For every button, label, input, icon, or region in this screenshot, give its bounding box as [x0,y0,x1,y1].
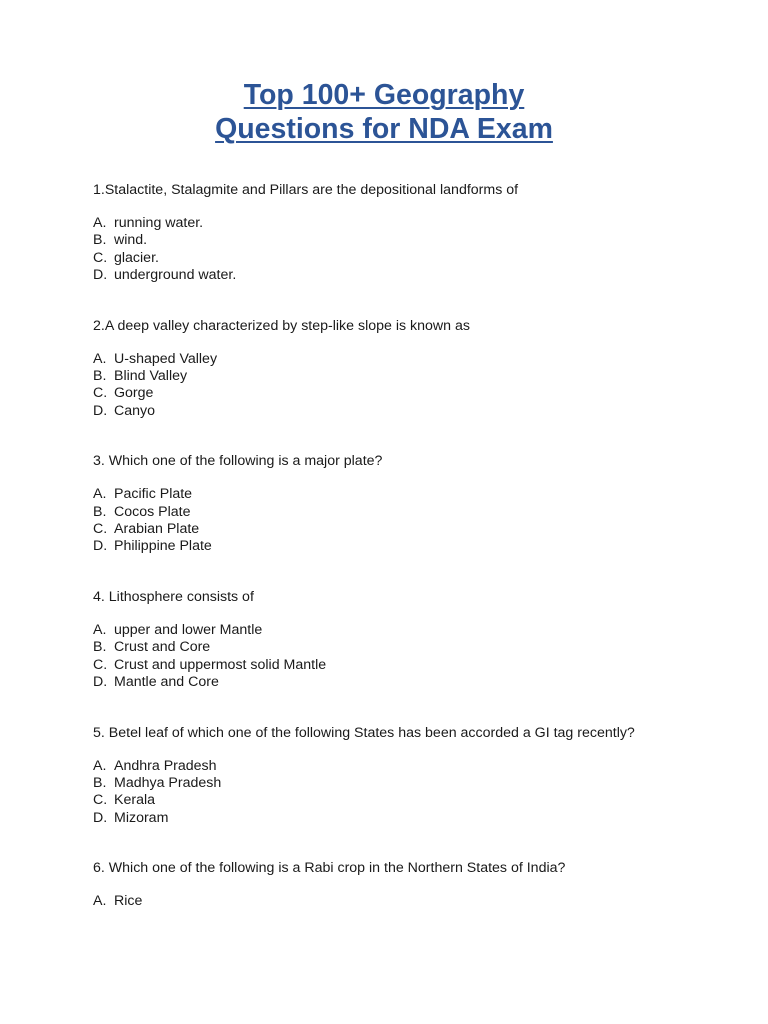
option-list [93,351,768,421]
question-1 [93,182,768,285]
option-text: U-shaped Valley [114,350,218,367]
option-letter: C. [93,249,108,266]
option-list [93,486,768,556]
option-letter: A. [93,757,107,774]
question-text: 1.Stalactite, Stalagmite and Pillars are the depositional landforms of [93,182,519,198]
option-item [93,893,768,910]
option-text: Philippine Plate [114,538,212,555]
option-text: underground water. [114,267,237,284]
option-text: Madhya Pradesh [114,774,222,791]
option-item [93,810,768,827]
option-letter: B. [93,774,107,791]
option-letter: A. [93,215,107,231]
option-letter: B. [93,368,107,385]
option-letter: C. [93,385,108,402]
option-item [93,639,768,656]
option-item [93,267,768,284]
option-item [93,368,768,385]
question-4 [93,589,768,692]
option-text: Arabian Plate [114,521,200,538]
option-letter: C. [93,792,108,809]
option-letter: C. [93,521,108,538]
option-text: Canyo [114,402,156,419]
option-letter: A. [93,893,107,910]
option-letter: A. [93,350,107,367]
option-text: glacier. [114,249,159,266]
option-item [93,486,768,503]
option-item [93,403,768,420]
option-letter: B. [93,503,107,520]
option-item [93,792,768,809]
option-text: Gorge [114,385,154,402]
option-letter: B. [93,639,107,656]
question-2 [93,318,768,421]
question-text: 3. Which one of the following is a major plate? [93,453,383,470]
option-letter: D. [93,538,108,555]
option-text: Rice [114,893,143,910]
option-item [93,775,768,792]
document-title [93,78,675,146]
question-list [93,182,768,911]
option-text: Crust and uppermost solid Mantle [114,656,327,673]
option-letter: C. [93,656,108,673]
option-item [93,622,768,639]
question-text: 6. Which one of the following is a Rabi crop in the Northern States of India? [93,860,566,877]
option-item [93,215,768,232]
title-line-2: Questions for NDA Exam [215,113,553,145]
option-text: Blind Valley [114,368,188,385]
title-line-1: Top 100+ Geography [243,79,525,111]
option-item [93,521,768,538]
option-item [93,351,768,368]
option-item [93,674,768,691]
option-text: Andhra Pradesh [114,757,217,774]
option-letter: D. [93,267,108,284]
question-3 [93,453,768,556]
option-letter: B. [93,232,107,249]
option-item [93,657,768,674]
question-text: 2.A deep valley characterized by step-like slope is known as [93,317,470,334]
option-text: Kerala [114,792,156,809]
option-letter: D. [93,674,108,691]
option-list [93,893,768,910]
question-6 [93,860,768,910]
option-item [93,232,768,249]
option-item [93,504,768,521]
option-list [93,758,768,828]
option-list [93,622,768,692]
option-item [93,250,768,267]
option-text: running water. [114,215,204,231]
option-letter: D. [93,402,108,419]
option-letter: D. [93,809,108,826]
option-letter: A. [93,621,107,638]
option-item [93,538,768,555]
option-list [93,215,768,285]
option-text: upper and lower Mantle [114,621,263,638]
option-letter: A. [93,486,107,503]
question-text: 5. Betel leaf of which one of the following States has been accorded a GI tag recently? [93,724,635,741]
option-text: Cocos Plate [114,503,191,520]
question-text: 4. Lithosphere consists of [93,588,254,605]
question-5 [93,725,768,828]
option-text: Mantle and Core [114,674,219,691]
option-item [93,758,768,775]
option-text: wind. [114,232,148,249]
option-text: Mizoram [114,809,169,826]
option-item [93,385,768,402]
option-text: Crust and Core [114,639,211,656]
option-text: Pacific Plate [114,486,193,503]
